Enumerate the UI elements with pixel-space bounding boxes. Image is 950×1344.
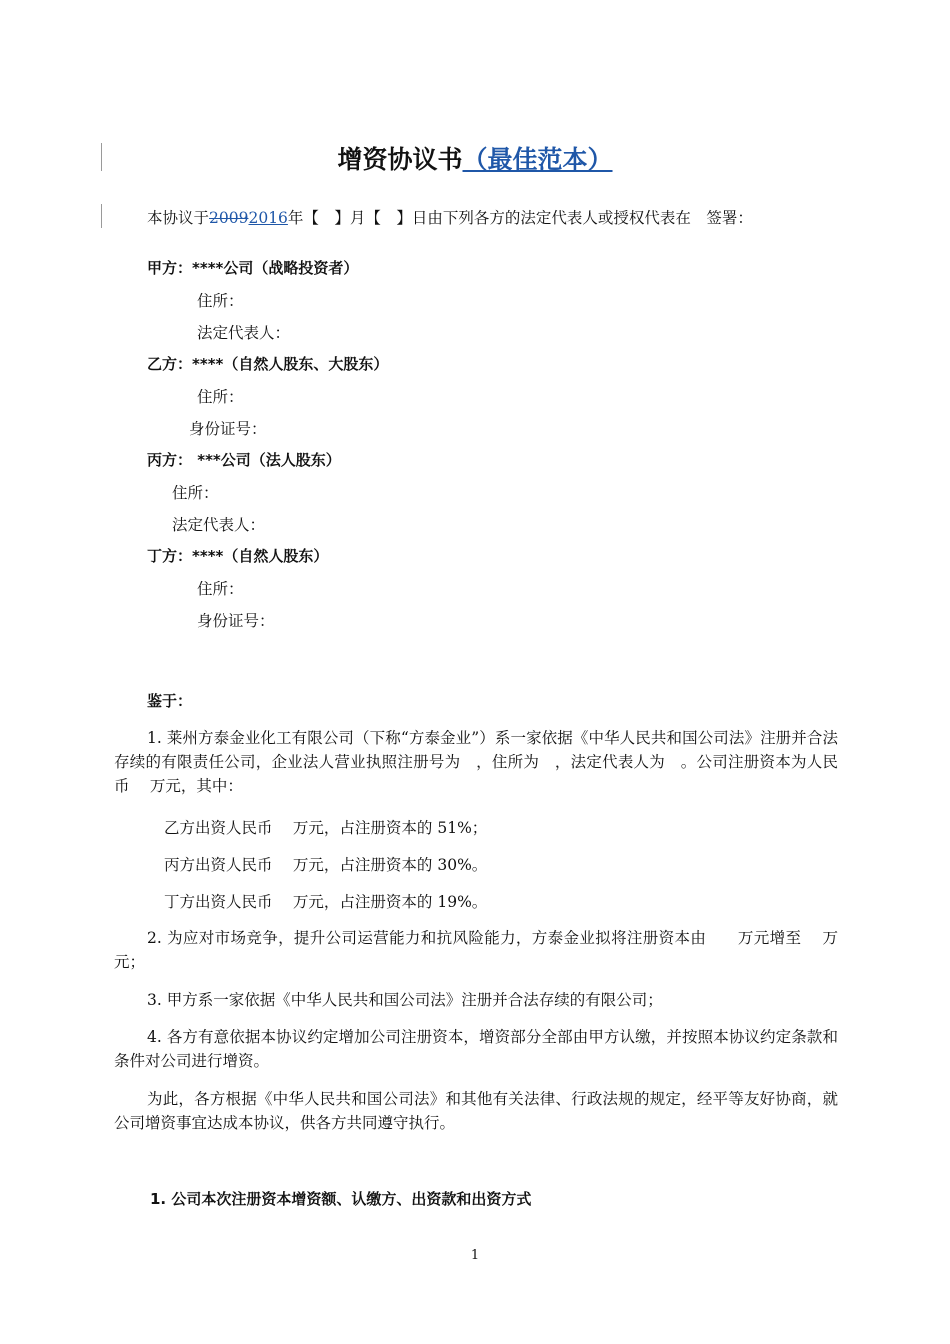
title-main: 增资协议书	[337, 145, 463, 174]
clause-1: 1. 莱州方泰金业化工有限公司（下称“方泰金业”）系一家依据《中华人民共和国公司法》注册并合法存续的有限责任公司，企业法人营业执照注册号为 ，住所为 ，法定代表人为 。公司注册资本为人民币 万元，其中：	[114, 729, 838, 795]
clause-2: 2. 为应对市场竞争，提升公司运营能力和抗风险能力，方泰金业拟将注册资本由 万元增至 万元；	[114, 929, 838, 971]
party-c-address: 住所：	[172, 484, 219, 502]
deleted-year: 2009	[209, 209, 249, 227]
section-heading: 1. 公司本次注册资本增资额、认缴方、出资款和出资方式	[150, 1190, 532, 1208]
party-c-rep: 法定代表人：	[172, 516, 266, 534]
party-d-header: 丁方：****（自然人股东）	[147, 547, 329, 565]
intro-suffix: 年【 】月【 】日由下列各方的法定代表人或授权代表在 签署：	[287, 209, 753, 227]
party-c-header: 丙方： ***公司（法人股东）	[147, 451, 341, 469]
title-insert: （最佳范本）	[462, 145, 613, 174]
clause-4: 4. 各方有意依据本协议约定增加公司注册资本，增资部分全部由甲方认缴，并按照本协议约定条款和条件对公司进行增资。	[114, 1028, 838, 1070]
inserted-year: 2016	[248, 209, 288, 227]
party-a-address: 住所：	[197, 292, 244, 310]
party-b-address: 住所：	[197, 388, 244, 406]
party-d-address: 住所：	[197, 580, 244, 598]
intro-line	[147, 206, 753, 228]
party-b-id: 身份证号：	[189, 420, 267, 438]
share-d: 丁方出资人民币 万元，占注册资本的 19%。	[164, 893, 488, 911]
document-title	[0, 140, 950, 176]
change-bar	[101, 204, 102, 228]
page-number: 1	[470, 1248, 480, 1263]
share-b: 乙方出资人民币 万元，占注册资本的 51%；	[164, 819, 488, 837]
whereas-heading: 鉴于：	[147, 692, 193, 710]
party-b-header: 乙方：****（自然人股东、大股东）	[147, 355, 389, 373]
party-d-id: 身份证号：	[197, 612, 275, 630]
intro-prefix: 本协议于	[147, 209, 210, 227]
share-c: 丙方出资人民币 万元，占注册资本的 30%。	[164, 856, 488, 874]
conclusion-paragraph: 为此，各方根据《中华人民共和国公司法》和其他有关法律、行政法规的规定，经平等友好协商，就公司增资事宜达成本协议，供各方共同遵守执行。	[114, 1090, 838, 1132]
party-a-rep: 法定代表人：	[197, 324, 291, 342]
party-a-header: 甲方：****公司（战略投资者）	[147, 259, 359, 277]
clause-3: 3. 甲方系一家依据《中华人民共和国公司法》注册并合法存续的有限公司；	[147, 991, 663, 1009]
